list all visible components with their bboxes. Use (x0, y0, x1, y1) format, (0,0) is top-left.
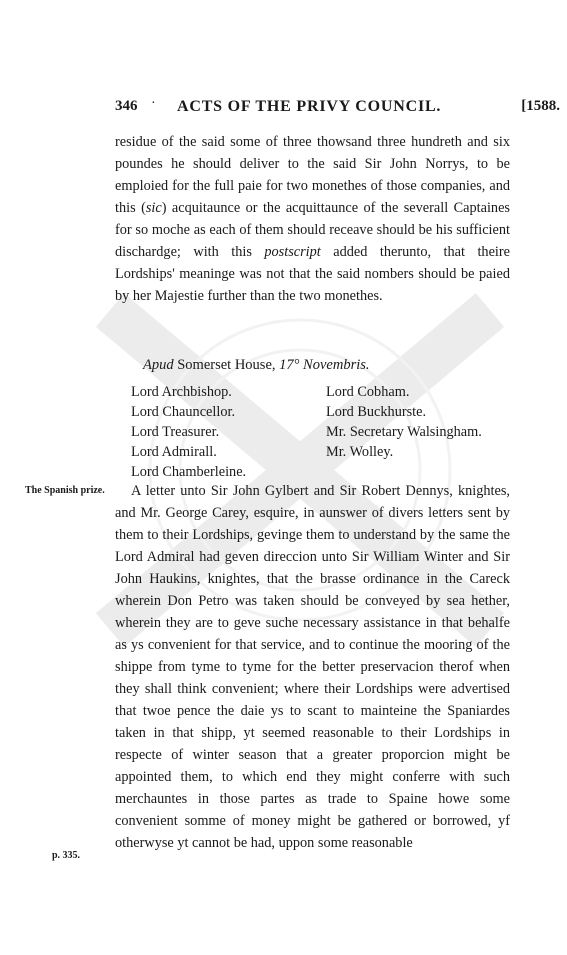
paragraph-1-text-a: residue of the said some of three thowsand three hundreth and six poundes he should deliver to the said Sir John Norrys, to be emploied for the full paie for two monethes of those companies, and this ( (115, 134, 510, 216)
attendee: Lord Chamberleine. (131, 464, 247, 480)
attendee: Mr. Wolley. (326, 444, 394, 460)
attendee: Lord Treasurer. (131, 424, 220, 440)
meeting-date: 17° Novembris. (279, 357, 370, 373)
paragraph-1-text-b: ) acquitaunce or the acquittaunce of the severall Captaines for so moche as each of them should receave should be his sufficient dischardge; with this (115, 200, 510, 260)
attendee: Lord Admirall. (131, 444, 217, 460)
header-dot: · (151, 96, 156, 111)
attendee: Lord Cobham. (326, 384, 410, 400)
meeting-heading (143, 357, 370, 374)
attendee: Mr. Secretary Walsingham. (326, 424, 482, 440)
attendee: Lord Archbishop. (131, 384, 232, 400)
attendee: Lord Chauncellor. (131, 404, 236, 420)
attendees-left-list (131, 382, 246, 482)
page-title: ACTS OF THE PRIVY COUNCIL. (177, 98, 442, 115)
meeting-place: Somerset House, (173, 357, 280, 373)
page-number: 346 (115, 98, 138, 114)
running-head (115, 98, 560, 122)
paragraph-letter: A letter unto Sir John Gylbert and Sir Robert Dennys, knightes, and Mr. George Carey, esquire, in aunswer of divers letters sent by them to their Lordships, gevinge them to understand by the same the Lord Admiral had geven direccion unto Sir William Winter and Sir John Haukins, knightes, that the brasse ordinance in the Careck wherein Don Petro was taken should be conveyed by sea hether, wherein they are to geve suche necessary assistance in that behalfe as ys convenient for that service, and to continue the mooring of the shippe from tyme to tyme for the better preservacion therof when they shall think convenient; where their Lordships were advertised that twoe pence the daie ys to scant to mainteine the Spaniardes taken in that shipp, yt seemed reasonable to their Lordships in respecte of winter season that a greater proporcion might be appointed them, to which end they might conferre with such merchauntes in those partes as trade to Spaine howe some convenient somme of money might be gathered or borrowed, yf otherwyse yt cannot be had, uppon some reasonable (115, 483, 510, 851)
attendees-right-list (326, 382, 482, 462)
attendee: Lord Buckhurste. (326, 404, 427, 420)
margin-note-page-ref: p. 335. (52, 850, 81, 861)
paragraph-1-postscript: postscript (264, 244, 321, 260)
meeting-apud: Apud (143, 357, 174, 373)
paragraph-1-sic: sic (145, 200, 162, 216)
paragraph-1-text-c: added therunto, that theire Lordships' meaninge was not that the said nombers should be paied by her Majestie further than the two monethes. (115, 244, 510, 304)
header-year: [1588. (521, 98, 560, 114)
margin-note-spanish-prize: The Spanish prize. (25, 485, 105, 496)
paragraph-continuation (115, 131, 510, 307)
